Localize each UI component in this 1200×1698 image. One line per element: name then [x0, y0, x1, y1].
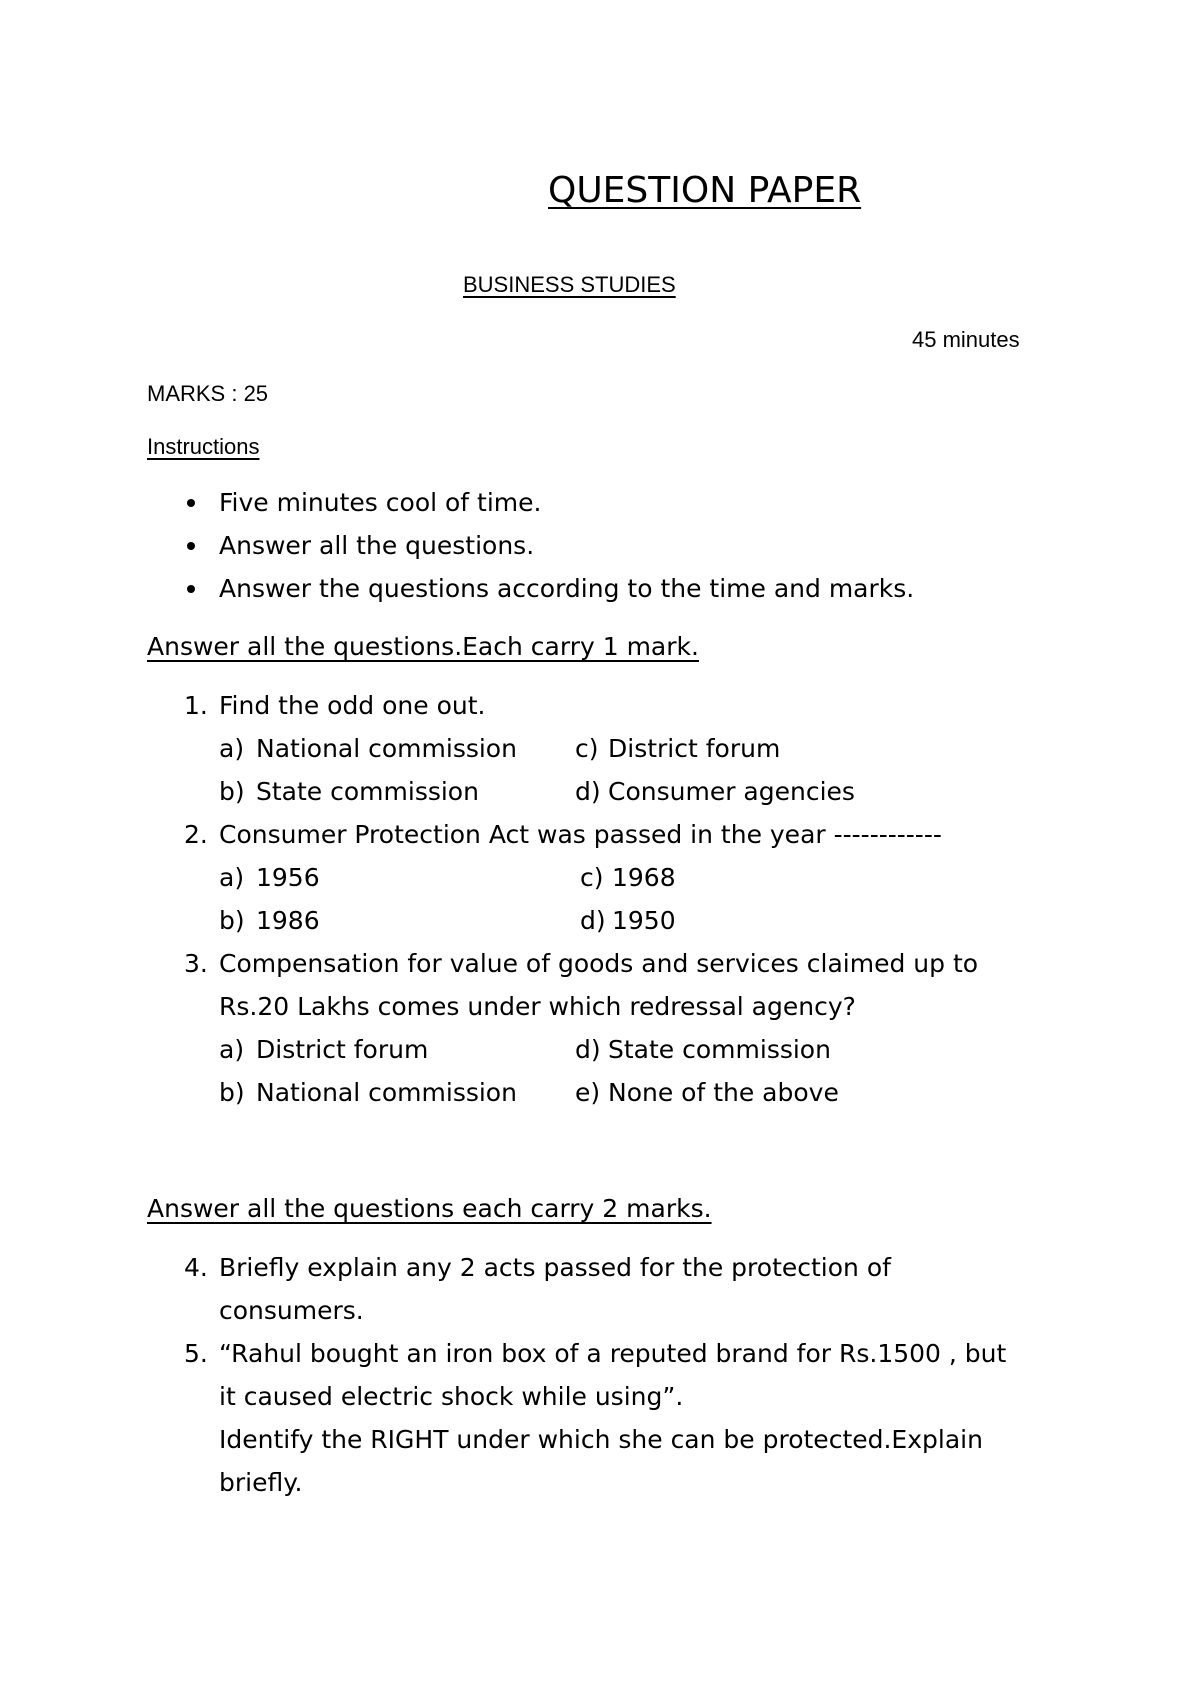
option-text: State commission	[256, 777, 479, 806]
question-number: 4.	[184, 1253, 208, 1282]
option-text: 1956	[256, 863, 320, 892]
question-number: 5.	[184, 1339, 208, 1368]
option-letter: a)	[219, 863, 245, 892]
option-text: State commission	[608, 1035, 831, 1064]
option-text: None of the above	[608, 1078, 839, 1107]
bullet-icon	[187, 585, 195, 593]
question-text: Find the odd one out.	[219, 691, 486, 720]
question-number: 2.	[184, 820, 208, 849]
option-text: District forum	[608, 734, 781, 763]
section-1-heading: Answer all the questions.Each carry 1 mark.	[147, 632, 699, 661]
question-text: Consumer Protection Act was passed in the year ------------	[219, 820, 942, 849]
question-number: 3.	[184, 949, 208, 978]
option-letter: b)	[219, 777, 245, 806]
option-letter: b)	[219, 906, 245, 935]
marks-label: MARKS : 25	[147, 381, 269, 406]
option-text: Consumer agencies	[608, 777, 855, 806]
option-letter: c)	[575, 734, 599, 763]
page-title: QUESTION PAPER	[548, 170, 862, 211]
question-number: 1.	[184, 691, 208, 720]
instruction-item: Answer the questions according to the time and marks.	[219, 574, 915, 603]
option-letter: a)	[219, 734, 245, 763]
option-text: National commission	[256, 1078, 517, 1107]
question-text: Compensation for value of goods and services claimed up to	[219, 949, 979, 978]
option-letter: d)	[580, 906, 606, 935]
option-text: 1950	[612, 906, 676, 935]
option-letter: d)	[575, 777, 601, 806]
option-text: 1968	[612, 863, 676, 892]
option-text: National commission	[256, 734, 517, 763]
option-text: District forum	[256, 1035, 429, 1064]
question-text: it caused electric shock while using”.	[219, 1382, 684, 1411]
question-text: consumers.	[219, 1296, 364, 1325]
section-2-heading: Answer all the questions each carry 2 marks.	[147, 1194, 712, 1223]
option-letter: a)	[219, 1035, 245, 1064]
option-letter: b)	[219, 1078, 245, 1107]
bullet-icon	[187, 499, 195, 507]
instructions-heading: Instructions	[147, 434, 260, 459]
question-text: Briefly explain any 2 acts passed for the protection of	[219, 1253, 891, 1282]
question-text: “Rahul bought an iron box of a reputed brand for Rs.1500 , but	[219, 1339, 1007, 1368]
instruction-item: Five minutes cool of time.	[219, 488, 542, 517]
option-letter: c)	[580, 863, 604, 892]
instruction-item: Answer all the questions.	[219, 531, 535, 560]
question-text: Identify the RIGHT under which she can be protected.Explain	[219, 1425, 983, 1454]
question-text: Rs.20 Lakhs comes under which redressal agency?	[219, 992, 856, 1021]
option-letter: d)	[575, 1035, 601, 1064]
option-letter: e)	[575, 1078, 601, 1107]
subject-heading: BUSINESS STUDIES	[463, 272, 676, 297]
bullet-icon	[187, 542, 195, 550]
duration-label: 45 minutes	[912, 327, 1020, 352]
question-text: briefly.	[219, 1468, 303, 1497]
option-text: 1986	[256, 906, 320, 935]
